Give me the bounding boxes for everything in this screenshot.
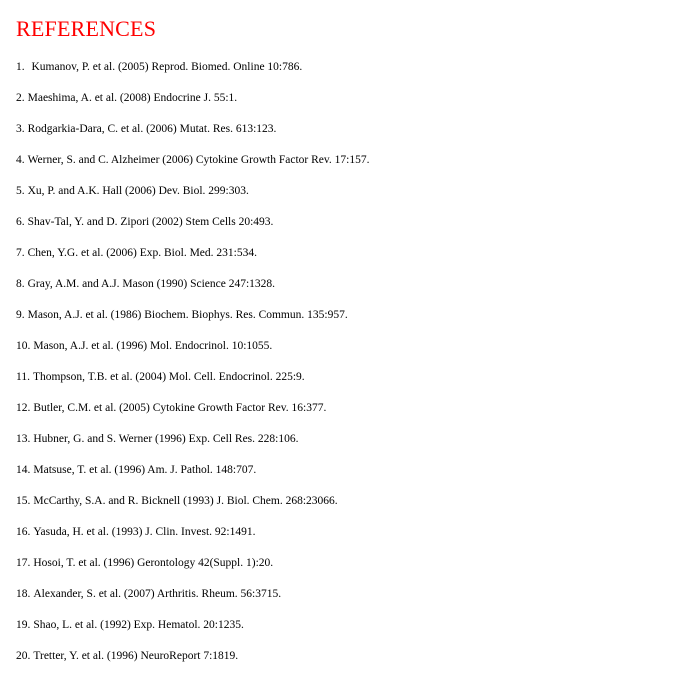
reference-text: Kumanov, P. et al. (2005) Reprod. Biomed. Online 10:786. <box>31 61 303 73</box>
reference-item <box>16 306 369 337</box>
reference-number: 18. <box>16 588 31 600</box>
reference-item <box>16 89 369 120</box>
references-heading: REFERENCES <box>16 16 157 41</box>
reference-item <box>16 151 369 182</box>
reference-text: Shao, L. et al. (1992) Exp. Hematol. 20:1235. <box>33 619 244 631</box>
reference-number: 15. <box>16 495 31 507</box>
reference-number: 7. <box>16 247 25 259</box>
reference-text: Shav-Tal, Y. and D. Zipori (2002) Stem Cells 20:493. <box>27 216 274 228</box>
reference-item <box>16 554 369 585</box>
reference-text: Tretter, Y. et al. (1996) NeuroReport 7:1819. <box>33 650 239 662</box>
reference-text: Mason, A.J. et al. (1986) Biochem. Biophys. Res. Commun. 135:957. <box>27 309 348 321</box>
reference-text: Maeshima, A. et al. (2008) Endocrine J. 55:1. <box>27 92 238 104</box>
reference-item <box>16 616 369 647</box>
reference-number: 13. <box>16 433 31 445</box>
reference-text: Butler, C.M. et al. (2005) Cytokine Growth Factor Rev. 16:377. <box>33 402 327 414</box>
reference-number: 1. <box>16 61 25 73</box>
reference-item <box>16 213 369 244</box>
reference-text: Alexander, S. et al. (2007) Arthritis. Rheum. 56:3715. <box>33 588 282 600</box>
reference-item <box>16 461 369 492</box>
reference-number: 5. <box>16 185 25 197</box>
reference-number: 20. <box>16 650 31 662</box>
reference-list <box>16 58 369 678</box>
reference-item <box>16 58 369 89</box>
reference-item <box>16 244 369 275</box>
reference-text: Hubner, G. and S. Werner (1996) Exp. Cell Res. 228:106. <box>33 433 299 445</box>
reference-item <box>16 120 369 151</box>
reference-text: Hosoi, T. et al. (1996) Gerontology 42(Suppl. 1):20. <box>33 557 274 569</box>
reference-number: 2. <box>16 92 25 104</box>
reference-number: 17. <box>16 557 31 569</box>
reference-item <box>16 585 369 616</box>
reference-item <box>16 647 369 678</box>
reference-text: Mason, A.J. et al. (1996) Mol. Endocrinol. 10:1055. <box>33 340 273 352</box>
reference-number: 19. <box>16 619 31 631</box>
reference-number: 12. <box>16 402 31 414</box>
reference-item <box>16 337 369 368</box>
reference-number: 11. <box>16 371 30 383</box>
reference-item <box>16 430 369 461</box>
reference-number: 6. <box>16 216 25 228</box>
reference-text: Matsuse, T. et al. (1996) Am. J. Pathol. 148:707. <box>33 464 257 476</box>
reference-number: 8. <box>16 278 25 290</box>
reference-text: Chen, Y.G. et al. (2006) Exp. Biol. Med. 231:534. <box>27 247 257 259</box>
reference-item <box>16 399 369 430</box>
reference-text: Werner, S. and C. Alzheimer (2006) Cytokine Growth Factor Rev. 17:157. <box>27 154 370 166</box>
reference-number: 14. <box>16 464 31 476</box>
reference-text: McCarthy, S.A. and R. Bicknell (1993) J. Biol. Chem. 268:23066. <box>33 495 338 507</box>
reference-text: Rodgarkia-Dara, C. et al. (2006) Mutat. Res. 613:123. <box>27 123 277 135</box>
reference-text: Gray, A.M. and A.J. Mason (1990) Science 247:1328. <box>27 278 276 290</box>
reference-number: 4. <box>16 154 25 166</box>
reference-number: 9. <box>16 309 25 321</box>
reference-text: Xu, P. and A.K. Hall (2006) Dev. Biol. 299:303. <box>27 185 249 197</box>
reference-text: Yasuda, H. et al. (1993) J. Clin. Invest. 92:1491. <box>33 526 256 538</box>
reference-item <box>16 523 369 554</box>
reference-item <box>16 275 369 306</box>
reference-text: Thompson, T.B. et al. (2004) Mol. Cell. Endocrinol. 225:9. <box>32 371 305 383</box>
reference-number: 10. <box>16 340 31 352</box>
reference-number: 3. <box>16 123 25 135</box>
reference-item <box>16 368 369 399</box>
reference-number: 16. <box>16 526 31 538</box>
reference-item <box>16 492 369 523</box>
reference-item <box>16 182 369 213</box>
